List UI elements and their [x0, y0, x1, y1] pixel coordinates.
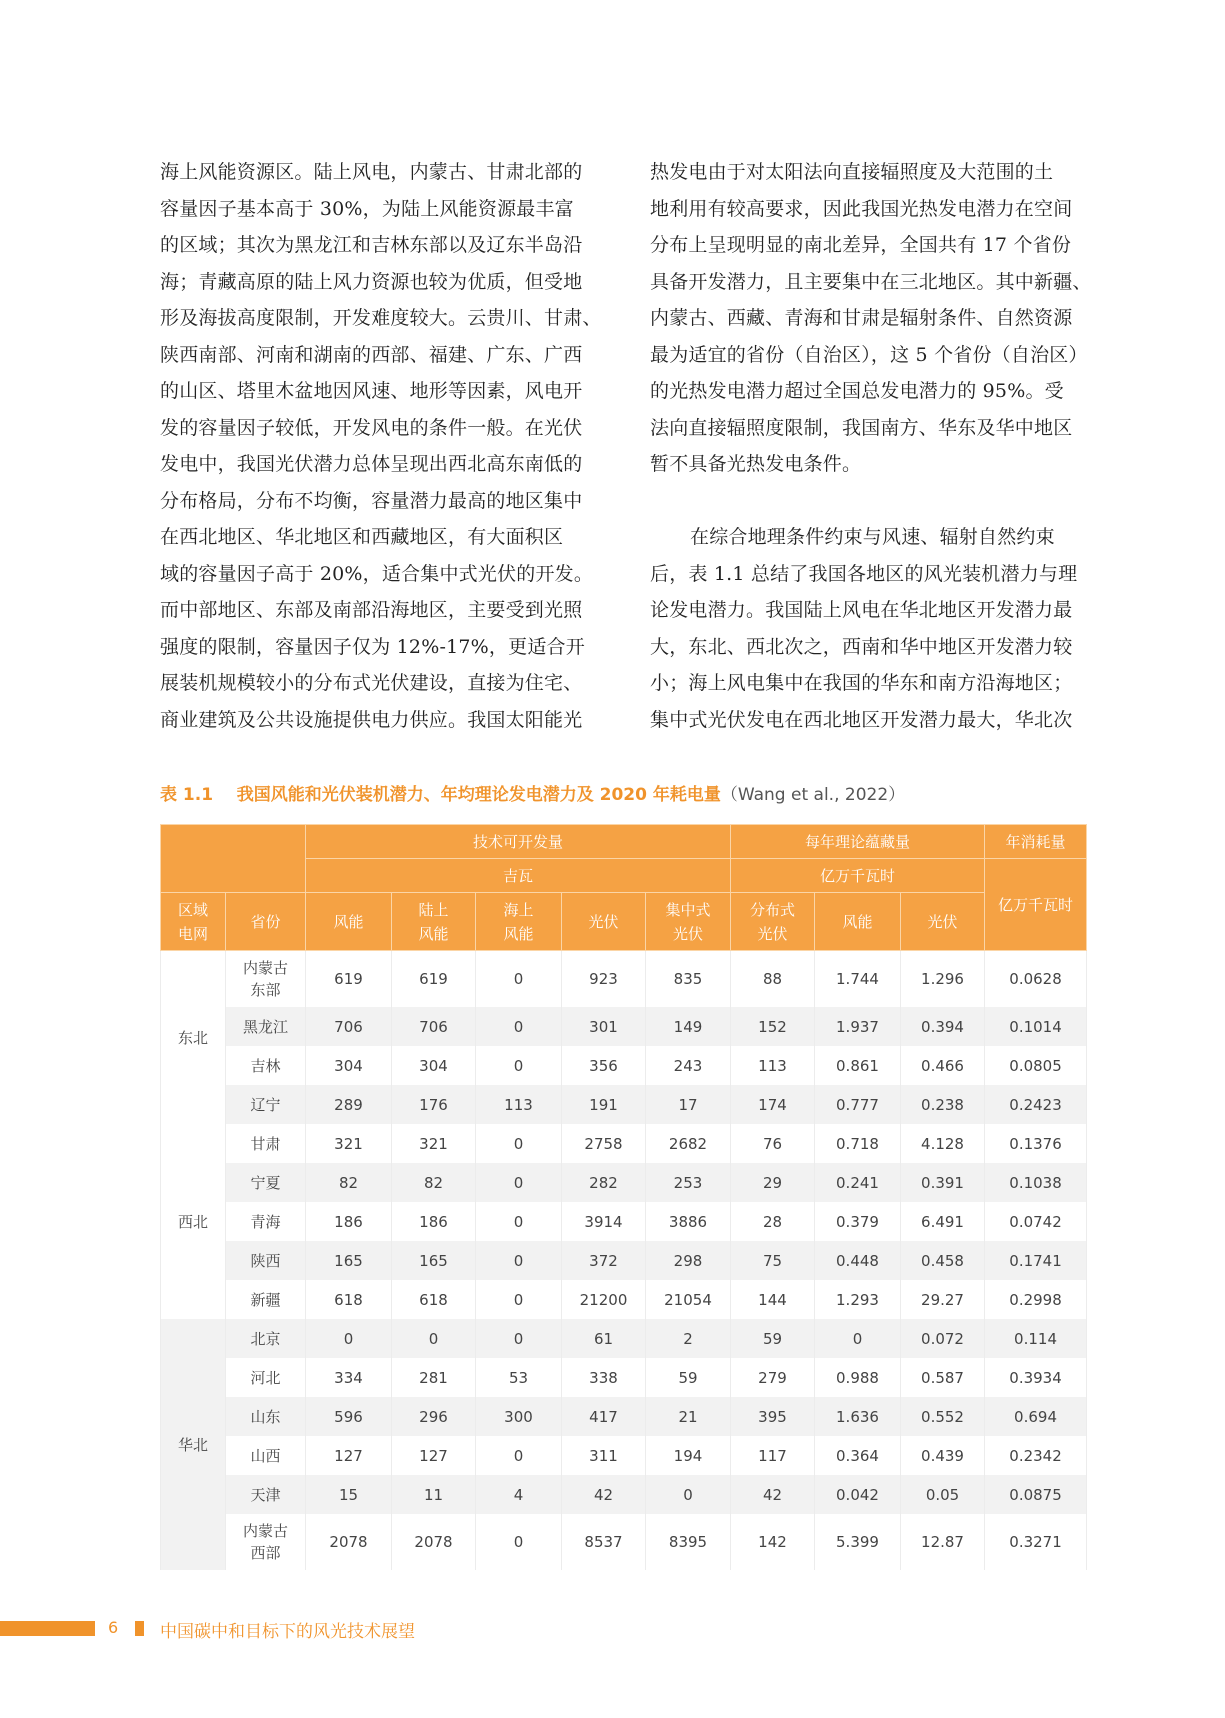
value-cell: 3886	[646, 1202, 731, 1241]
value-cell: 4.128	[901, 1124, 985, 1163]
value-cell: 0.439	[901, 1436, 985, 1475]
value-cell: 152	[731, 1007, 815, 1046]
value-cell: 0	[306, 1319, 392, 1358]
value-cell: 0	[476, 1241, 562, 1280]
header-pv-energy: 光伏	[901, 893, 985, 951]
header-pv: 光伏	[562, 893, 646, 951]
table-row	[161, 1202, 1087, 1241]
value-cell: 0.552	[901, 1397, 985, 1436]
value-cell: 1.296	[901, 951, 985, 1008]
value-cell: 0.694	[985, 1397, 1087, 1436]
province-cell: 宁夏	[226, 1163, 306, 1202]
value-cell: 356	[562, 1046, 646, 1085]
header-blank-cell	[161, 825, 306, 893]
province-cell: 新疆	[226, 1280, 306, 1319]
paragraph-solar-thermal	[650, 154, 1095, 483]
value-cell: 59	[646, 1358, 731, 1397]
text-line: 地利用有较高要求，因此我国光热发电潜力在空间	[650, 197, 1073, 220]
value-cell: 0.2423	[985, 1085, 1087, 1124]
value-cell: 0	[476, 1319, 562, 1358]
value-cell: 21054	[646, 1280, 731, 1319]
text-line: 海；青藏高原的陆上风力资源也较为优质，但受地	[160, 270, 583, 293]
table-row	[161, 1436, 1087, 1475]
value-cell: 0	[476, 1007, 562, 1046]
text-line: 的光热发电潜力超过全国总发电潜力的 95%。受	[650, 380, 1064, 402]
value-cell: 2078	[392, 1514, 476, 1570]
value-cell: 253	[646, 1163, 731, 1202]
value-cell: 75	[731, 1241, 815, 1280]
text-line: 域的容量因子高于 20%，适合集中式光伏的开发。	[160, 562, 594, 585]
value-cell: 142	[731, 1514, 815, 1570]
value-cell: 304	[392, 1046, 476, 1085]
value-cell: 0.448	[815, 1241, 901, 1280]
province-cell: 青海	[226, 1202, 306, 1241]
value-cell: 2078	[306, 1514, 392, 1570]
text-line: 法向直接辐照度限制，我国南方、华东及华中地区	[650, 416, 1073, 439]
text-line: 在西北地区、华北地区和西藏地区，有大面积区	[160, 526, 564, 548]
potential-table	[160, 824, 1087, 1570]
value-cell: 300	[476, 1397, 562, 1436]
value-cell: 0.0805	[985, 1046, 1087, 1085]
value-cell: 0.458	[901, 1241, 985, 1280]
value-cell: 42	[562, 1475, 646, 1514]
province-cell: 辽宁	[226, 1085, 306, 1124]
value-cell: 59	[731, 1319, 815, 1358]
table-row	[161, 1046, 1087, 1085]
table-row	[161, 1280, 1087, 1319]
value-cell: 0	[392, 1319, 476, 1358]
table-row	[161, 951, 1087, 1008]
value-cell: 706	[306, 1007, 392, 1046]
value-cell: 0	[476, 1280, 562, 1319]
table-caption-citation: （Wang et al., 2022）	[720, 785, 906, 805]
value-cell: 53	[476, 1358, 562, 1397]
page-number: 6	[108, 1618, 119, 1637]
value-cell: 281	[392, 1358, 476, 1397]
table-row	[161, 1358, 1087, 1397]
value-cell: 923	[562, 951, 646, 1008]
value-cell: 0.1038	[985, 1163, 1087, 1202]
value-cell: 0.042	[815, 1475, 901, 1514]
value-cell: 61	[562, 1319, 646, 1358]
value-cell: 282	[562, 1163, 646, 1202]
body-text-right-column	[650, 154, 1095, 738]
value-cell: 279	[731, 1358, 815, 1397]
text-line: 热发电由于对太阳法向直接辐照度及大范围的土	[650, 161, 1054, 183]
text-line: 容量因子基本高于 30%，为陆上风能资源最丰富	[160, 197, 574, 220]
province-cell: 陕西	[226, 1241, 306, 1280]
value-cell: 304	[306, 1046, 392, 1085]
region-cell: 西北	[161, 1124, 226, 1319]
value-cell: 0.241	[815, 1163, 901, 1202]
text-line: 在综合地理条件约束与风速、辐射自然约束	[690, 526, 1055, 548]
value-cell: 1.937	[815, 1007, 901, 1046]
value-cell: 113	[476, 1085, 562, 1124]
value-cell: 0.0742	[985, 1202, 1087, 1241]
value-cell: 618	[392, 1280, 476, 1319]
text-line: 分布上呈现明显的南北差异，全国共有 17 个省份	[650, 234, 1072, 256]
value-cell: 321	[392, 1124, 476, 1163]
value-cell: 165	[392, 1241, 476, 1280]
text-line: 发的容量因子较低，开发风电的条件一般。在光伏	[160, 416, 583, 439]
text-line: 发电中，我国光伏潜力总体呈现出西北高东南低的	[160, 453, 583, 475]
header-annual-theoretical: 每年理论蕴藏量	[731, 825, 985, 859]
value-cell: 0	[476, 951, 562, 1008]
province-cell: 北京	[226, 1319, 306, 1358]
table-row	[161, 1397, 1087, 1436]
text-line: 暂不具备光热发电条件。	[650, 453, 862, 475]
value-cell: 298	[646, 1241, 731, 1280]
value-cell: 6.491	[901, 1202, 985, 1241]
paragraph-summary	[650, 519, 1095, 738]
value-cell: 0.379	[815, 1202, 901, 1241]
value-cell: 2758	[562, 1124, 646, 1163]
region-cell: 华北	[161, 1319, 226, 1570]
value-cell: 706	[392, 1007, 476, 1046]
value-cell: 174	[731, 1085, 815, 1124]
value-cell: 619	[306, 951, 392, 1008]
header-wind: 风能	[306, 893, 392, 951]
text-line: 形及海拔高度限制，开发难度较大。云贵川、甘肃、	[160, 307, 602, 329]
text-line: 商业建筑及公共设施提供电力供应。我国太阳能光	[160, 708, 583, 731]
text-line: 内蒙古、西藏、青海和甘肃是辐射条件、自然资源	[650, 307, 1073, 329]
text-line: 小；海上风电集中在我国的华东和南方沿海地区；	[650, 672, 1073, 694]
text-line: 展装机规模较小的分布式光伏建设，直接为住宅、	[160, 672, 583, 694]
text-line: 的山区、塔里木盆地因风速、地形等因素，风电开	[160, 380, 583, 402]
value-cell: 243	[646, 1046, 731, 1085]
value-cell: 0.1376	[985, 1124, 1087, 1163]
text-line: 后，表 1.1 总结了我国各地区的风光装机潜力与理	[650, 562, 1078, 585]
header-annual-consumption: 年消耗量	[985, 825, 1087, 859]
value-cell: 0.587	[901, 1358, 985, 1397]
value-cell: 0.777	[815, 1085, 901, 1124]
value-cell: 311	[562, 1436, 646, 1475]
value-cell: 17	[646, 1085, 731, 1124]
footer-title: 中国碳中和目标下的风光技术展望	[160, 1622, 415, 1642]
value-cell: 596	[306, 1397, 392, 1436]
text-line: 大，东北、西北次之，西南和华中地区开发潜力较	[650, 635, 1073, 658]
value-cell: 296	[392, 1397, 476, 1436]
value-cell: 144	[731, 1280, 815, 1319]
value-cell: 186	[306, 1202, 392, 1241]
header-tech-potential: 技术可开发量	[306, 825, 731, 859]
province-cell: 甘肃	[226, 1124, 306, 1163]
value-cell: 76	[731, 1124, 815, 1163]
table-caption	[160, 780, 905, 805]
table-row	[161, 1241, 1087, 1280]
text-line: 集中式光伏发电在西北地区开发潜力最大，华北次	[650, 708, 1073, 731]
header-offshore-wind: 海上 风能	[476, 893, 562, 951]
value-cell: 338	[562, 1358, 646, 1397]
value-cell: 301	[562, 1007, 646, 1046]
header-distributed-pv: 分布式 光伏	[731, 893, 815, 951]
value-cell: 0.238	[901, 1085, 985, 1124]
table-row	[161, 1124, 1087, 1163]
header-consumption-unit: 亿万千瓦时	[985, 859, 1087, 951]
value-cell: 417	[562, 1397, 646, 1436]
text-line: 分布格局，分布不均衡，容量潜力最高的地区集中	[160, 489, 583, 512]
text-line: 的区域；其次为黑龙江和吉林东部以及辽东半岛沿	[160, 234, 583, 256]
value-cell: 194	[646, 1436, 731, 1475]
text-line: 具备开发潜力，且主要集中在三北地区。其中新疆、	[650, 270, 1092, 293]
value-cell: 0.0628	[985, 951, 1087, 1008]
value-cell: 8395	[646, 1514, 731, 1570]
value-cell: 28	[731, 1202, 815, 1241]
value-cell: 618	[306, 1280, 392, 1319]
header-onshore-wind: 陆上 风能	[392, 893, 476, 951]
value-cell: 113	[731, 1046, 815, 1085]
value-cell: 8537	[562, 1514, 646, 1570]
value-cell: 0.861	[815, 1046, 901, 1085]
value-cell: 0.718	[815, 1124, 901, 1163]
value-cell: 0	[815, 1319, 901, 1358]
value-cell: 21	[646, 1397, 731, 1436]
value-cell: 0.364	[815, 1436, 901, 1475]
province-cell: 内蒙古 西部	[226, 1514, 306, 1570]
text-line: 强度的限制，容量因子仅为 12%-17%，更适合开	[160, 635, 585, 658]
value-cell: 5.399	[815, 1514, 901, 1570]
value-cell: 29.27	[901, 1280, 985, 1319]
value-cell: 0.466	[901, 1046, 985, 1085]
text-line: 论发电潜力。我国陆上风电在华北地区开发潜力最	[650, 599, 1073, 621]
value-cell: 0.2342	[985, 1436, 1087, 1475]
value-cell: 0	[476, 1124, 562, 1163]
province-cell: 吉林	[226, 1046, 306, 1085]
value-cell: 0.072	[901, 1319, 985, 1358]
header-province: 省份	[226, 893, 306, 951]
text-line: 最为适宜的省份（自治区），这 5 个省份（自治区）	[650, 343, 1088, 366]
value-cell: 149	[646, 1007, 731, 1046]
province-cell: 内蒙古 东部	[226, 951, 306, 1008]
table-caption-label: 表 1.1	[160, 785, 214, 805]
value-cell: 191	[562, 1085, 646, 1124]
value-cell: 0.0875	[985, 1475, 1087, 1514]
value-cell: 0.988	[815, 1358, 901, 1397]
province-cell: 山西	[226, 1436, 306, 1475]
region-cell: 东北	[161, 951, 226, 1125]
header-annual-unit: 亿万千瓦时	[731, 859, 985, 893]
table-caption-title: 我国风能和光伏装机潜力、年均理论发电潜力及 2020 年耗电量	[236, 785, 721, 805]
value-cell: 0	[476, 1163, 562, 1202]
province-cell: 黑龙江	[226, 1007, 306, 1046]
value-cell: 0.3934	[985, 1358, 1087, 1397]
value-cell: 127	[392, 1436, 476, 1475]
value-cell: 176	[392, 1085, 476, 1124]
value-cell: 0.05	[901, 1475, 985, 1514]
province-cell: 天津	[226, 1475, 306, 1514]
value-cell: 1.636	[815, 1397, 901, 1436]
table-row	[161, 1514, 1087, 1570]
value-cell: 835	[646, 951, 731, 1008]
value-cell: 0.1014	[985, 1007, 1087, 1046]
value-cell: 1.293	[815, 1280, 901, 1319]
value-cell: 0	[476, 1514, 562, 1570]
value-cell: 0.391	[901, 1163, 985, 1202]
text-line: 而中部地区、东部及南部沿海地区，主要受到光照	[160, 599, 583, 621]
value-cell: 0.3271	[985, 1514, 1087, 1570]
province-cell: 河北	[226, 1358, 306, 1397]
value-cell: 165	[306, 1241, 392, 1280]
value-cell: 29	[731, 1163, 815, 1202]
value-cell: 12.87	[901, 1514, 985, 1570]
value-cell: 21200	[562, 1280, 646, 1319]
table-row	[161, 1163, 1087, 1202]
value-cell: 88	[731, 951, 815, 1008]
value-cell: 1.744	[815, 951, 901, 1008]
value-cell: 0	[476, 1202, 562, 1241]
value-cell: 11	[392, 1475, 476, 1514]
value-cell: 2	[646, 1319, 731, 1358]
province-cell: 山东	[226, 1397, 306, 1436]
value-cell: 42	[731, 1475, 815, 1514]
value-cell: 2682	[646, 1124, 731, 1163]
value-cell: 372	[562, 1241, 646, 1280]
value-cell: 186	[392, 1202, 476, 1241]
header-tech-unit: 吉瓦	[306, 859, 731, 893]
footer-accent-square	[135, 1621, 144, 1636]
value-cell: 0.2998	[985, 1280, 1087, 1319]
value-cell: 82	[392, 1163, 476, 1202]
value-cell: 3914	[562, 1202, 646, 1241]
footer-accent-bar	[0, 1621, 95, 1636]
value-cell: 0	[476, 1046, 562, 1085]
text-line: 海上风能资源区。陆上风电，内蒙古、甘肃北部的	[160, 161, 583, 183]
value-cell: 4	[476, 1475, 562, 1514]
header-region-grid: 区域 电网	[161, 893, 226, 951]
value-cell: 0	[476, 1436, 562, 1475]
value-cell: 321	[306, 1124, 392, 1163]
table-row	[161, 1007, 1087, 1046]
body-text-left-column	[160, 154, 605, 738]
value-cell: 0	[646, 1475, 731, 1514]
value-cell: 117	[731, 1436, 815, 1475]
value-cell: 289	[306, 1085, 392, 1124]
value-cell: 127	[306, 1436, 392, 1475]
value-cell: 0.114	[985, 1319, 1087, 1358]
header-central-pv: 集中式 光伏	[646, 893, 731, 951]
value-cell: 0.1741	[985, 1241, 1087, 1280]
value-cell: 334	[306, 1358, 392, 1397]
table-row	[161, 1085, 1087, 1124]
value-cell: 82	[306, 1163, 392, 1202]
value-cell: 395	[731, 1397, 815, 1436]
table-row	[161, 1475, 1087, 1514]
value-cell: 619	[392, 951, 476, 1008]
table-row	[161, 1319, 1087, 1358]
text-line: 陕西南部、河南和湖南的西部、福建、广东、广西	[160, 343, 583, 366]
table-body	[161, 951, 1087, 1571]
value-cell: 0.394	[901, 1007, 985, 1046]
value-cell: 15	[306, 1475, 392, 1514]
header-wind-energy: 风能	[815, 893, 901, 951]
